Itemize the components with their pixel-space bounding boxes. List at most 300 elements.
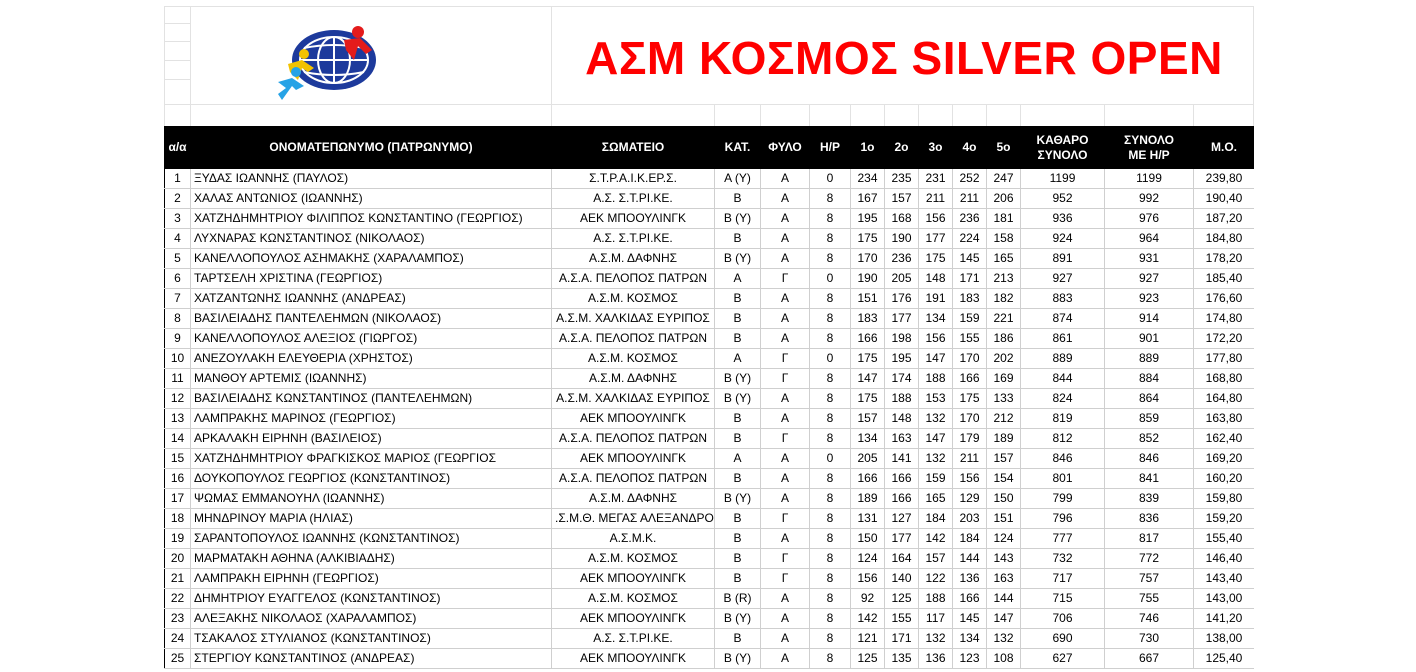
cell-average[interactable]: 155,40 [1194, 529, 1255, 549]
cell-name[interactable]: ΚΑΝΕΛΛΟΠΟΥΛΟΣ ΑΣΗΜΑΚΗΣ (ΧΑΡΑΛΑΜΠΟΣ) [191, 249, 552, 269]
cell-game-3[interactable]: 132 [919, 409, 953, 429]
cell-rank[interactable]: 9 [165, 329, 191, 349]
cell-game-1[interactable]: 205 [851, 449, 885, 469]
cell-total-with-hp[interactable]: 755 [1105, 589, 1194, 609]
cell-total-with-hp[interactable]: 901 [1105, 329, 1194, 349]
cell-game-4[interactable]: 166 [953, 369, 987, 389]
cell-club[interactable]: Α.Σ. Σ.Τ.ΡΙ.ΚΕ. [552, 229, 715, 249]
cell-game-5[interactable]: 150 [987, 489, 1021, 509]
cell-game-5[interactable]: 163 [987, 569, 1021, 589]
cell-net-total[interactable]: 824 [1021, 389, 1105, 409]
cell-gender[interactable]: Γ [761, 429, 810, 449]
cell-total-with-hp[interactable]: 839 [1105, 489, 1194, 509]
cell-average[interactable]: 159,80 [1194, 489, 1255, 509]
cell-net-total[interactable]: 936 [1021, 209, 1105, 229]
cell-name[interactable]: ΔΗΜΗΤΡΙΟΥ ΕΥΑΓΓΕΛΟΣ (ΚΩΝΣΤΑΝΤΙΝΟΣ) [191, 589, 552, 609]
cell-club[interactable]: Α.Σ.Μ. ΧΑΛΚΙΔΑΣ ΕΥΡΙΠΟΣ [552, 309, 715, 329]
cell-category[interactable]: Β (Υ) [715, 489, 761, 509]
cell-game-3[interactable]: 157 [919, 549, 953, 569]
cell-game-1[interactable]: 234 [851, 169, 885, 189]
cell-net-total[interactable]: 846 [1021, 449, 1105, 469]
cell-game-1[interactable]: 92 [851, 589, 885, 609]
cell-gender[interactable]: Γ [761, 349, 810, 369]
cell-average[interactable]: 168,80 [1194, 369, 1255, 389]
cell-club[interactable]: Α.Σ.Μ. ΚΟΣΜΟΣ [552, 349, 715, 369]
cell-gender[interactable]: Α [761, 629, 810, 649]
cell-game-2[interactable]: 140 [885, 569, 919, 589]
cell-game-2[interactable]: 141 [885, 449, 919, 469]
cell-handicap[interactable]: 8 [810, 369, 851, 389]
cell-club[interactable]: Α.Σ.Α. ΠΕΛΟΠΟΣ ΠΑΤΡΩΝ [552, 269, 715, 289]
cell-rank[interactable]: 5 [165, 249, 191, 269]
cell-game-5[interactable]: 169 [987, 369, 1021, 389]
cell-rank[interactable]: 15 [165, 449, 191, 469]
cell-average[interactable]: 159,20 [1194, 509, 1255, 529]
cell-category[interactable]: Β [715, 629, 761, 649]
cell-total-with-hp[interactable]: 852 [1105, 429, 1194, 449]
cell-game-2[interactable]: 195 [885, 349, 919, 369]
cell-game-3[interactable]: 184 [919, 509, 953, 529]
cell-game-4[interactable]: 159 [953, 309, 987, 329]
cell-club[interactable]: Σ.Τ.Ρ.Α.Ι.Κ.ΕΡ.Σ. [552, 169, 715, 189]
cell-handicap[interactable]: 8 [810, 529, 851, 549]
cell-category[interactable]: Β [715, 549, 761, 569]
cell-rank[interactable]: 22 [165, 589, 191, 609]
cell-game-1[interactable]: 142 [851, 609, 885, 629]
cell-rank[interactable]: 3 [165, 209, 191, 229]
cell-handicap[interactable]: 8 [810, 629, 851, 649]
cell-game-4[interactable]: 252 [953, 169, 987, 189]
cell-category[interactable]: Β (R) [715, 589, 761, 609]
cell-game-5[interactable]: 151 [987, 509, 1021, 529]
cell-gender[interactable]: Γ [761, 269, 810, 289]
cell-rank[interactable]: 24 [165, 629, 191, 649]
cell-net-total[interactable]: 706 [1021, 609, 1105, 629]
cell-game-2[interactable]: 177 [885, 309, 919, 329]
cell-game-1[interactable]: 156 [851, 569, 885, 589]
cell-gender[interactable]: Α [761, 649, 810, 669]
cell-game-5[interactable]: 124 [987, 529, 1021, 549]
cell-net-total[interactable]: 861 [1021, 329, 1105, 349]
cell-net-total[interactable]: 796 [1021, 509, 1105, 529]
cell-total-with-hp[interactable]: 976 [1105, 209, 1194, 229]
cell-game-2[interactable]: 125 [885, 589, 919, 609]
cell-game-2[interactable]: 236 [885, 249, 919, 269]
cell-club[interactable]: ΑΕΚ ΜΠΟΟΥΛΙΝΓΚ [552, 449, 715, 469]
cell-rank[interactable]: 23 [165, 609, 191, 629]
cell-net-total[interactable]: 844 [1021, 369, 1105, 389]
cell-average[interactable]: 172,20 [1194, 329, 1255, 349]
cell-game-2[interactable]: 148 [885, 409, 919, 429]
cell-game-5[interactable]: 213 [987, 269, 1021, 289]
cell-game-1[interactable]: 147 [851, 369, 885, 389]
cell-category[interactable]: Α (Υ) [715, 169, 761, 189]
cell-game-5[interactable]: 143 [987, 549, 1021, 569]
cell-total-with-hp[interactable]: 730 [1105, 629, 1194, 649]
cell-club[interactable]: Α.Σ.Μ. ΧΑΛΚΙΔΑΣ ΕΥΡΙΠΟΣ [552, 389, 715, 409]
cell-game-1[interactable]: 183 [851, 309, 885, 329]
cell-category[interactable]: Β [715, 529, 761, 549]
cell-handicap[interactable]: 8 [810, 569, 851, 589]
cell-game-5[interactable]: 186 [987, 329, 1021, 349]
cell-rank[interactable]: 19 [165, 529, 191, 549]
cell-total-with-hp[interactable]: 914 [1105, 309, 1194, 329]
cell-gender[interactable]: Α [761, 529, 810, 549]
cell-gender[interactable]: Α [761, 589, 810, 609]
cell-total-with-hp[interactable]: 841 [1105, 469, 1194, 489]
cell-handicap[interactable]: 8 [810, 509, 851, 529]
cell-game-3[interactable]: 188 [919, 589, 953, 609]
cell-game-5[interactable]: 132 [987, 629, 1021, 649]
cell-gender[interactable]: Α [761, 469, 810, 489]
cell-average[interactable]: 143,00 [1194, 589, 1255, 609]
cell-rank[interactable]: 20 [165, 549, 191, 569]
cell-game-3[interactable]: 211 [919, 189, 953, 209]
cell-game-1[interactable]: 151 [851, 289, 885, 309]
cell-name[interactable]: ΑΝΕΖΟΥΛΑΚΗ ΕΛΕΥΘΕΡΙΑ (ΧΡΗΣΤΟΣ) [191, 349, 552, 369]
cell-game-1[interactable]: 189 [851, 489, 885, 509]
cell-game-5[interactable]: 202 [987, 349, 1021, 369]
cell-average[interactable]: 239,80 [1194, 169, 1255, 189]
cell-rank[interactable]: 7 [165, 289, 191, 309]
cell-total-with-hp[interactable]: 923 [1105, 289, 1194, 309]
cell-game-2[interactable]: 205 [885, 269, 919, 289]
cell-game-4[interactable]: 136 [953, 569, 987, 589]
cell-total-with-hp[interactable]: 667 [1105, 649, 1194, 669]
cell-name[interactable]: ΧΑΤΖΑΝΤΩΝΗΣ ΙΩΑΝΝΗΣ (ΑΝΔΡΕΑΣ) [191, 289, 552, 309]
cell-game-1[interactable]: 167 [851, 189, 885, 209]
cell-game-5[interactable]: 158 [987, 229, 1021, 249]
cell-game-5[interactable]: 165 [987, 249, 1021, 269]
cell-game-3[interactable]: 153 [919, 389, 953, 409]
cell-game-3[interactable]: 147 [919, 349, 953, 369]
cell-game-1[interactable]: 175 [851, 229, 885, 249]
cell-rank[interactable]: 21 [165, 569, 191, 589]
cell-game-1[interactable]: 195 [851, 209, 885, 229]
cell-category[interactable]: Β [715, 289, 761, 309]
cell-gender[interactable]: Α [761, 449, 810, 469]
cell-handicap[interactable]: 8 [810, 249, 851, 269]
cell-name[interactable]: ΔΟΥΚΟΠΟΥΛΟΣ ΓΕΩΡΓΙΟΣ (ΚΩΝΣΤΑΝΤΙΝΟΣ) [191, 469, 552, 489]
cell-game-4[interactable]: 123 [953, 649, 987, 669]
cell-game-2[interactable]: 127 [885, 509, 919, 529]
cell-average[interactable]: 184,80 [1194, 229, 1255, 249]
cell-gender[interactable]: Α [761, 209, 810, 229]
cell-game-1[interactable]: 125 [851, 649, 885, 669]
cell-game-4[interactable]: 224 [953, 229, 987, 249]
cell-category[interactable]: Β (Υ) [715, 649, 761, 669]
cell-category[interactable]: Β [715, 229, 761, 249]
cell-club[interactable]: Α.Σ.Α. ΠΕΛΟΠΟΣ ΠΑΤΡΩΝ [552, 429, 715, 449]
cell-game-2[interactable]: 166 [885, 489, 919, 509]
cell-handicap[interactable]: 0 [810, 169, 851, 189]
cell-game-1[interactable]: 175 [851, 349, 885, 369]
cell-game-4[interactable]: 170 [953, 349, 987, 369]
cell-average[interactable]: 178,20 [1194, 249, 1255, 269]
cell-net-total[interactable]: 819 [1021, 409, 1105, 429]
cell-category[interactable]: Β (Υ) [715, 389, 761, 409]
cell-category[interactable]: Α [715, 349, 761, 369]
cell-gender[interactable]: Α [761, 389, 810, 409]
cell-game-5[interactable]: 157 [987, 449, 1021, 469]
cell-game-2[interactable]: 168 [885, 209, 919, 229]
cell-average[interactable]: 190,40 [1194, 189, 1255, 209]
cell-club[interactable]: Α.Σ.Μ. ΔΑΦΝΗΣ [552, 489, 715, 509]
cell-handicap[interactable]: 8 [810, 589, 851, 609]
cell-game-2[interactable]: 155 [885, 609, 919, 629]
cell-name[interactable]: ΑΛΕΞΑΚΗΣ ΝΙΚΟΛΑΟΣ (ΧΑΡΑΛΑΜΠΟΣ) [191, 609, 552, 629]
cell-average[interactable]: 177,80 [1194, 349, 1255, 369]
cell-game-1[interactable]: 190 [851, 269, 885, 289]
cell-total-with-hp[interactable]: 836 [1105, 509, 1194, 529]
cell-gender[interactable]: Α [761, 289, 810, 309]
cell-game-3[interactable]: 156 [919, 209, 953, 229]
cell-game-4[interactable]: 184 [953, 529, 987, 549]
cell-average[interactable]: 187,20 [1194, 209, 1255, 229]
cell-average[interactable]: 141,20 [1194, 609, 1255, 629]
cell-category[interactable]: Β [715, 569, 761, 589]
cell-handicap[interactable]: 8 [810, 609, 851, 629]
cell-net-total[interactable]: 883 [1021, 289, 1105, 309]
cell-game-3[interactable]: 136 [919, 649, 953, 669]
cell-game-3[interactable]: 122 [919, 569, 953, 589]
cell-rank[interactable]: 14 [165, 429, 191, 449]
cell-gender[interactable]: Α [761, 609, 810, 629]
cell-handicap[interactable]: 8 [810, 489, 851, 509]
cell-club[interactable]: ΑΕΚ ΜΠΟΟΥΛΙΝΓΚ [552, 409, 715, 429]
cell-name[interactable]: ΜΑΝΘΟΥ ΑΡΤΕΜΙΣ (ΙΩΑΝΝΗΣ) [191, 369, 552, 389]
cell-handicap[interactable]: 8 [810, 189, 851, 209]
cell-gender[interactable]: Γ [761, 369, 810, 389]
cell-game-3[interactable]: 148 [919, 269, 953, 289]
cell-name[interactable]: ΒΑΣΙΛΕΙΑΔΗΣ ΠΑΝΤΕΛΕΗΜΩΝ (ΝΙΚΟΛΑΟΣ) [191, 309, 552, 329]
cell-game-3[interactable]: 188 [919, 369, 953, 389]
cell-game-5[interactable]: 189 [987, 429, 1021, 449]
cell-handicap[interactable]: 8 [810, 209, 851, 229]
cell-game-2[interactable]: 163 [885, 429, 919, 449]
cell-net-total[interactable]: 715 [1021, 589, 1105, 609]
cell-game-1[interactable]: 170 [851, 249, 885, 269]
cell-game-4[interactable]: 171 [953, 269, 987, 289]
cell-category[interactable]: Β (Υ) [715, 249, 761, 269]
cell-game-1[interactable]: 175 [851, 389, 885, 409]
cell-game-1[interactable]: 121 [851, 629, 885, 649]
cell-gender[interactable]: Α [761, 249, 810, 269]
cell-net-total[interactable]: 690 [1021, 629, 1105, 649]
cell-gender[interactable]: Α [761, 409, 810, 429]
cell-handicap[interactable]: 8 [810, 469, 851, 489]
cell-category[interactable]: Β (Υ) [715, 369, 761, 389]
cell-rank[interactable]: 10 [165, 349, 191, 369]
cell-game-5[interactable]: 147 [987, 609, 1021, 629]
cell-name[interactable]: ΜΗΝΔΡΙΝΟΥ ΜΑΡΙΑ (ΗΛΙΑΣ) [191, 509, 552, 529]
cell-handicap[interactable]: 8 [810, 389, 851, 409]
cell-net-total[interactable]: 777 [1021, 529, 1105, 549]
cell-category[interactable]: Β [715, 429, 761, 449]
cell-handicap[interactable]: 8 [810, 409, 851, 429]
cell-name[interactable]: ΤΣΑΚΑΛΟΣ ΣΤΥΛΙΑΝΟΣ (ΚΩΝΣΤΑΝΤΙΝΟΣ) [191, 629, 552, 649]
cell-total-with-hp[interactable]: 927 [1105, 269, 1194, 289]
cell-game-2[interactable]: 171 [885, 629, 919, 649]
cell-game-2[interactable]: 188 [885, 389, 919, 409]
cell-gender[interactable]: Α [761, 229, 810, 249]
cell-handicap[interactable]: 8 [810, 229, 851, 249]
cell-total-with-hp[interactable]: 864 [1105, 389, 1194, 409]
cell-total-with-hp[interactable]: 746 [1105, 609, 1194, 629]
cell-gender[interactable]: Α [761, 309, 810, 329]
cell-category[interactable]: Β [715, 189, 761, 209]
cell-game-3[interactable]: 175 [919, 249, 953, 269]
cell-game-5[interactable]: 182 [987, 289, 1021, 309]
cell-name[interactable]: ΛΥΧΝΑΡΑΣ ΚΩΝΣΤΑΝΤΙΝΟΣ (ΝΙΚΟΛΑΟΣ) [191, 229, 552, 249]
cell-total-with-hp[interactable]: 859 [1105, 409, 1194, 429]
cell-gender[interactable]: Γ [761, 569, 810, 589]
cell-handicap[interactable]: 0 [810, 449, 851, 469]
cell-category[interactable]: Β [715, 329, 761, 349]
cell-game-1[interactable]: 166 [851, 469, 885, 489]
cell-name[interactable]: ΧΑΤΖΗΔΗΜΗΤΡΙΟΥ ΦΙΛΙΠΠΟΣ ΚΩΝΣΤΑΝΤΙΝΟ (ΓΕΩΡΓΙΟΣ) [191, 209, 552, 229]
cell-game-4[interactable]: 145 [953, 249, 987, 269]
cell-game-3[interactable]: 117 [919, 609, 953, 629]
cell-net-total[interactable]: 924 [1021, 229, 1105, 249]
cell-club[interactable]: Α.Σ.Μ. ΚΟΣΜΟΣ [552, 549, 715, 569]
cell-average[interactable]: 138,00 [1194, 629, 1255, 649]
cell-category[interactable]: Β [715, 409, 761, 429]
cell-game-2[interactable]: 177 [885, 529, 919, 549]
cell-category[interactable]: Α [715, 269, 761, 289]
cell-rank[interactable]: 12 [165, 389, 191, 409]
cell-average[interactable]: 143,40 [1194, 569, 1255, 589]
cell-game-5[interactable]: 144 [987, 589, 1021, 609]
cell-total-with-hp[interactable]: 889 [1105, 349, 1194, 369]
cell-game-2[interactable]: 164 [885, 549, 919, 569]
cell-net-total[interactable]: 627 [1021, 649, 1105, 669]
cell-rank[interactable]: 25 [165, 649, 191, 669]
cell-gender[interactable]: Γ [761, 549, 810, 569]
cell-rank[interactable]: 18 [165, 509, 191, 529]
cell-game-3[interactable]: 159 [919, 469, 953, 489]
cell-name[interactable]: ΑΡΚΑΛΑΚΗ ΕΙΡΗΝΗ (ΒΑΣΙΛΕΙΟΣ) [191, 429, 552, 449]
cell-game-3[interactable]: 177 [919, 229, 953, 249]
cell-handicap[interactable]: 8 [810, 649, 851, 669]
cell-average[interactable]: 174,80 [1194, 309, 1255, 329]
cell-gender[interactable]: Α [761, 489, 810, 509]
cell-game-4[interactable]: 134 [953, 629, 987, 649]
cell-game-2[interactable]: 176 [885, 289, 919, 309]
cell-game-4[interactable]: 211 [953, 189, 987, 209]
cell-game-2[interactable]: 198 [885, 329, 919, 349]
cell-average[interactable]: 146,40 [1194, 549, 1255, 569]
cell-game-5[interactable]: 154 [987, 469, 1021, 489]
cell-average[interactable]: 169,20 [1194, 449, 1255, 469]
cell-category[interactable]: Β [715, 309, 761, 329]
cell-average[interactable]: 125,40 [1194, 649, 1255, 669]
cell-game-4[interactable]: 179 [953, 429, 987, 449]
cell-average[interactable]: 164,80 [1194, 389, 1255, 409]
cell-total-with-hp[interactable]: 817 [1105, 529, 1194, 549]
cell-rank[interactable]: 13 [165, 409, 191, 429]
cell-name[interactable]: ΧΑΛΑΣ ΑΝΤΩΝΙΟΣ (ΙΩΑΝΝΗΣ) [191, 189, 552, 209]
cell-game-2[interactable]: 166 [885, 469, 919, 489]
cell-name[interactable]: ΨΩΜΑΣ ΕΜΜΑΝΟΥΗΛ (ΙΩΑΝΝΗΣ) [191, 489, 552, 509]
cell-total-with-hp[interactable]: 757 [1105, 569, 1194, 589]
cell-total-with-hp[interactable]: 846 [1105, 449, 1194, 469]
cell-handicap[interactable]: 8 [810, 429, 851, 449]
cell-club[interactable]: ΑΕΚ ΜΠΟΟΥΛΙΝΓΚ [552, 209, 715, 229]
cell-game-3[interactable]: 191 [919, 289, 953, 309]
cell-game-4[interactable]: 155 [953, 329, 987, 349]
cell-game-4[interactable]: 145 [953, 609, 987, 629]
cell-game-4[interactable]: 236 [953, 209, 987, 229]
cell-rank[interactable]: 17 [165, 489, 191, 509]
cell-game-1[interactable]: 131 [851, 509, 885, 529]
cell-name[interactable]: ΛΑΜΠΡΑΚΗ ΕΙΡΗΝΗ (ΓΕΩΡΓΙΟΣ) [191, 569, 552, 589]
cell-club[interactable]: Α.Σ.Μ. ΚΟΣΜΟΣ [552, 589, 715, 609]
cell-game-4[interactable]: 211 [953, 449, 987, 469]
cell-club[interactable]: Α.Σ.Μ. ΚΟΣΜΟΣ [552, 289, 715, 309]
cell-game-3[interactable]: 132 [919, 449, 953, 469]
cell-game-1[interactable]: 124 [851, 549, 885, 569]
cell-game-5[interactable]: 247 [987, 169, 1021, 189]
cell-game-5[interactable]: 206 [987, 189, 1021, 209]
cell-club[interactable]: Α.Σ.Α. ΠΕΛΟΠΟΣ ΠΑΤΡΩΝ [552, 329, 715, 349]
cell-average[interactable]: 185,40 [1194, 269, 1255, 289]
cell-category[interactable]: Β (Υ) [715, 609, 761, 629]
cell-game-3[interactable]: 132 [919, 629, 953, 649]
cell-net-total[interactable]: 889 [1021, 349, 1105, 369]
cell-club[interactable]: Α.Σ.Α. ΠΕΛΟΠΟΣ ΠΑΤΡΩΝ [552, 469, 715, 489]
cell-category[interactable]: Α [715, 449, 761, 469]
cell-game-5[interactable]: 108 [987, 649, 1021, 669]
cell-net-total[interactable]: 732 [1021, 549, 1105, 569]
cell-handicap[interactable]: 0 [810, 269, 851, 289]
cell-rank[interactable]: 4 [165, 229, 191, 249]
cell-name[interactable]: ΚΑΝΕΛΛΟΠΟΥΛΟΣ ΑΛΕΞΙΟΣ (ΓΙΩΡΓΟΣ) [191, 329, 552, 349]
cell-game-4[interactable]: 166 [953, 589, 987, 609]
cell-game-3[interactable]: 165 [919, 489, 953, 509]
cell-handicap[interactable]: 8 [810, 329, 851, 349]
cell-net-total[interactable]: 812 [1021, 429, 1105, 449]
cell-game-3[interactable]: 156 [919, 329, 953, 349]
cell-rank[interactable]: 8 [165, 309, 191, 329]
cell-name[interactable]: ΧΑΤΖΗΔΗΜΗΤΡΙΟΥ ΦΡΑΓΚΙΣΚΟΣ ΜΑΡΙΟΣ (ΓΕΩΡΓΙΟΣ [191, 449, 552, 469]
cell-game-2[interactable]: 157 [885, 189, 919, 209]
cell-category[interactable]: Β [715, 469, 761, 489]
cell-category[interactable]: Β (Υ) [715, 209, 761, 229]
cell-total-with-hp[interactable]: 992 [1105, 189, 1194, 209]
cell-club[interactable]: Α.Σ.Μ. ΔΑΦΝΗΣ [552, 249, 715, 269]
cell-club[interactable]: Α.Σ.Μ.Κ. [552, 529, 715, 549]
cell-handicap[interactable]: 8 [810, 289, 851, 309]
cell-rank[interactable]: 2 [165, 189, 191, 209]
cell-rank[interactable]: 1 [165, 169, 191, 189]
cell-game-5[interactable]: 212 [987, 409, 1021, 429]
cell-handicap[interactable]: 8 [810, 549, 851, 569]
cell-total-with-hp[interactable]: 772 [1105, 549, 1194, 569]
cell-game-2[interactable]: 174 [885, 369, 919, 389]
cell-game-2[interactable]: 235 [885, 169, 919, 189]
cell-game-4[interactable]: 129 [953, 489, 987, 509]
cell-total-with-hp[interactable]: 964 [1105, 229, 1194, 249]
cell-average[interactable]: 162,40 [1194, 429, 1255, 449]
cell-club[interactable]: Α.Σ. Σ.Τ.ΡΙ.ΚΕ. [552, 189, 715, 209]
cell-gender[interactable]: Α [761, 329, 810, 349]
cell-rank[interactable]: 6 [165, 269, 191, 289]
cell-average[interactable]: 160,20 [1194, 469, 1255, 489]
cell-club[interactable]: Α.Σ.Μ. ΔΑΦΝΗΣ [552, 369, 715, 389]
cell-gender[interactable]: Α [761, 169, 810, 189]
cell-game-1[interactable]: 166 [851, 329, 885, 349]
